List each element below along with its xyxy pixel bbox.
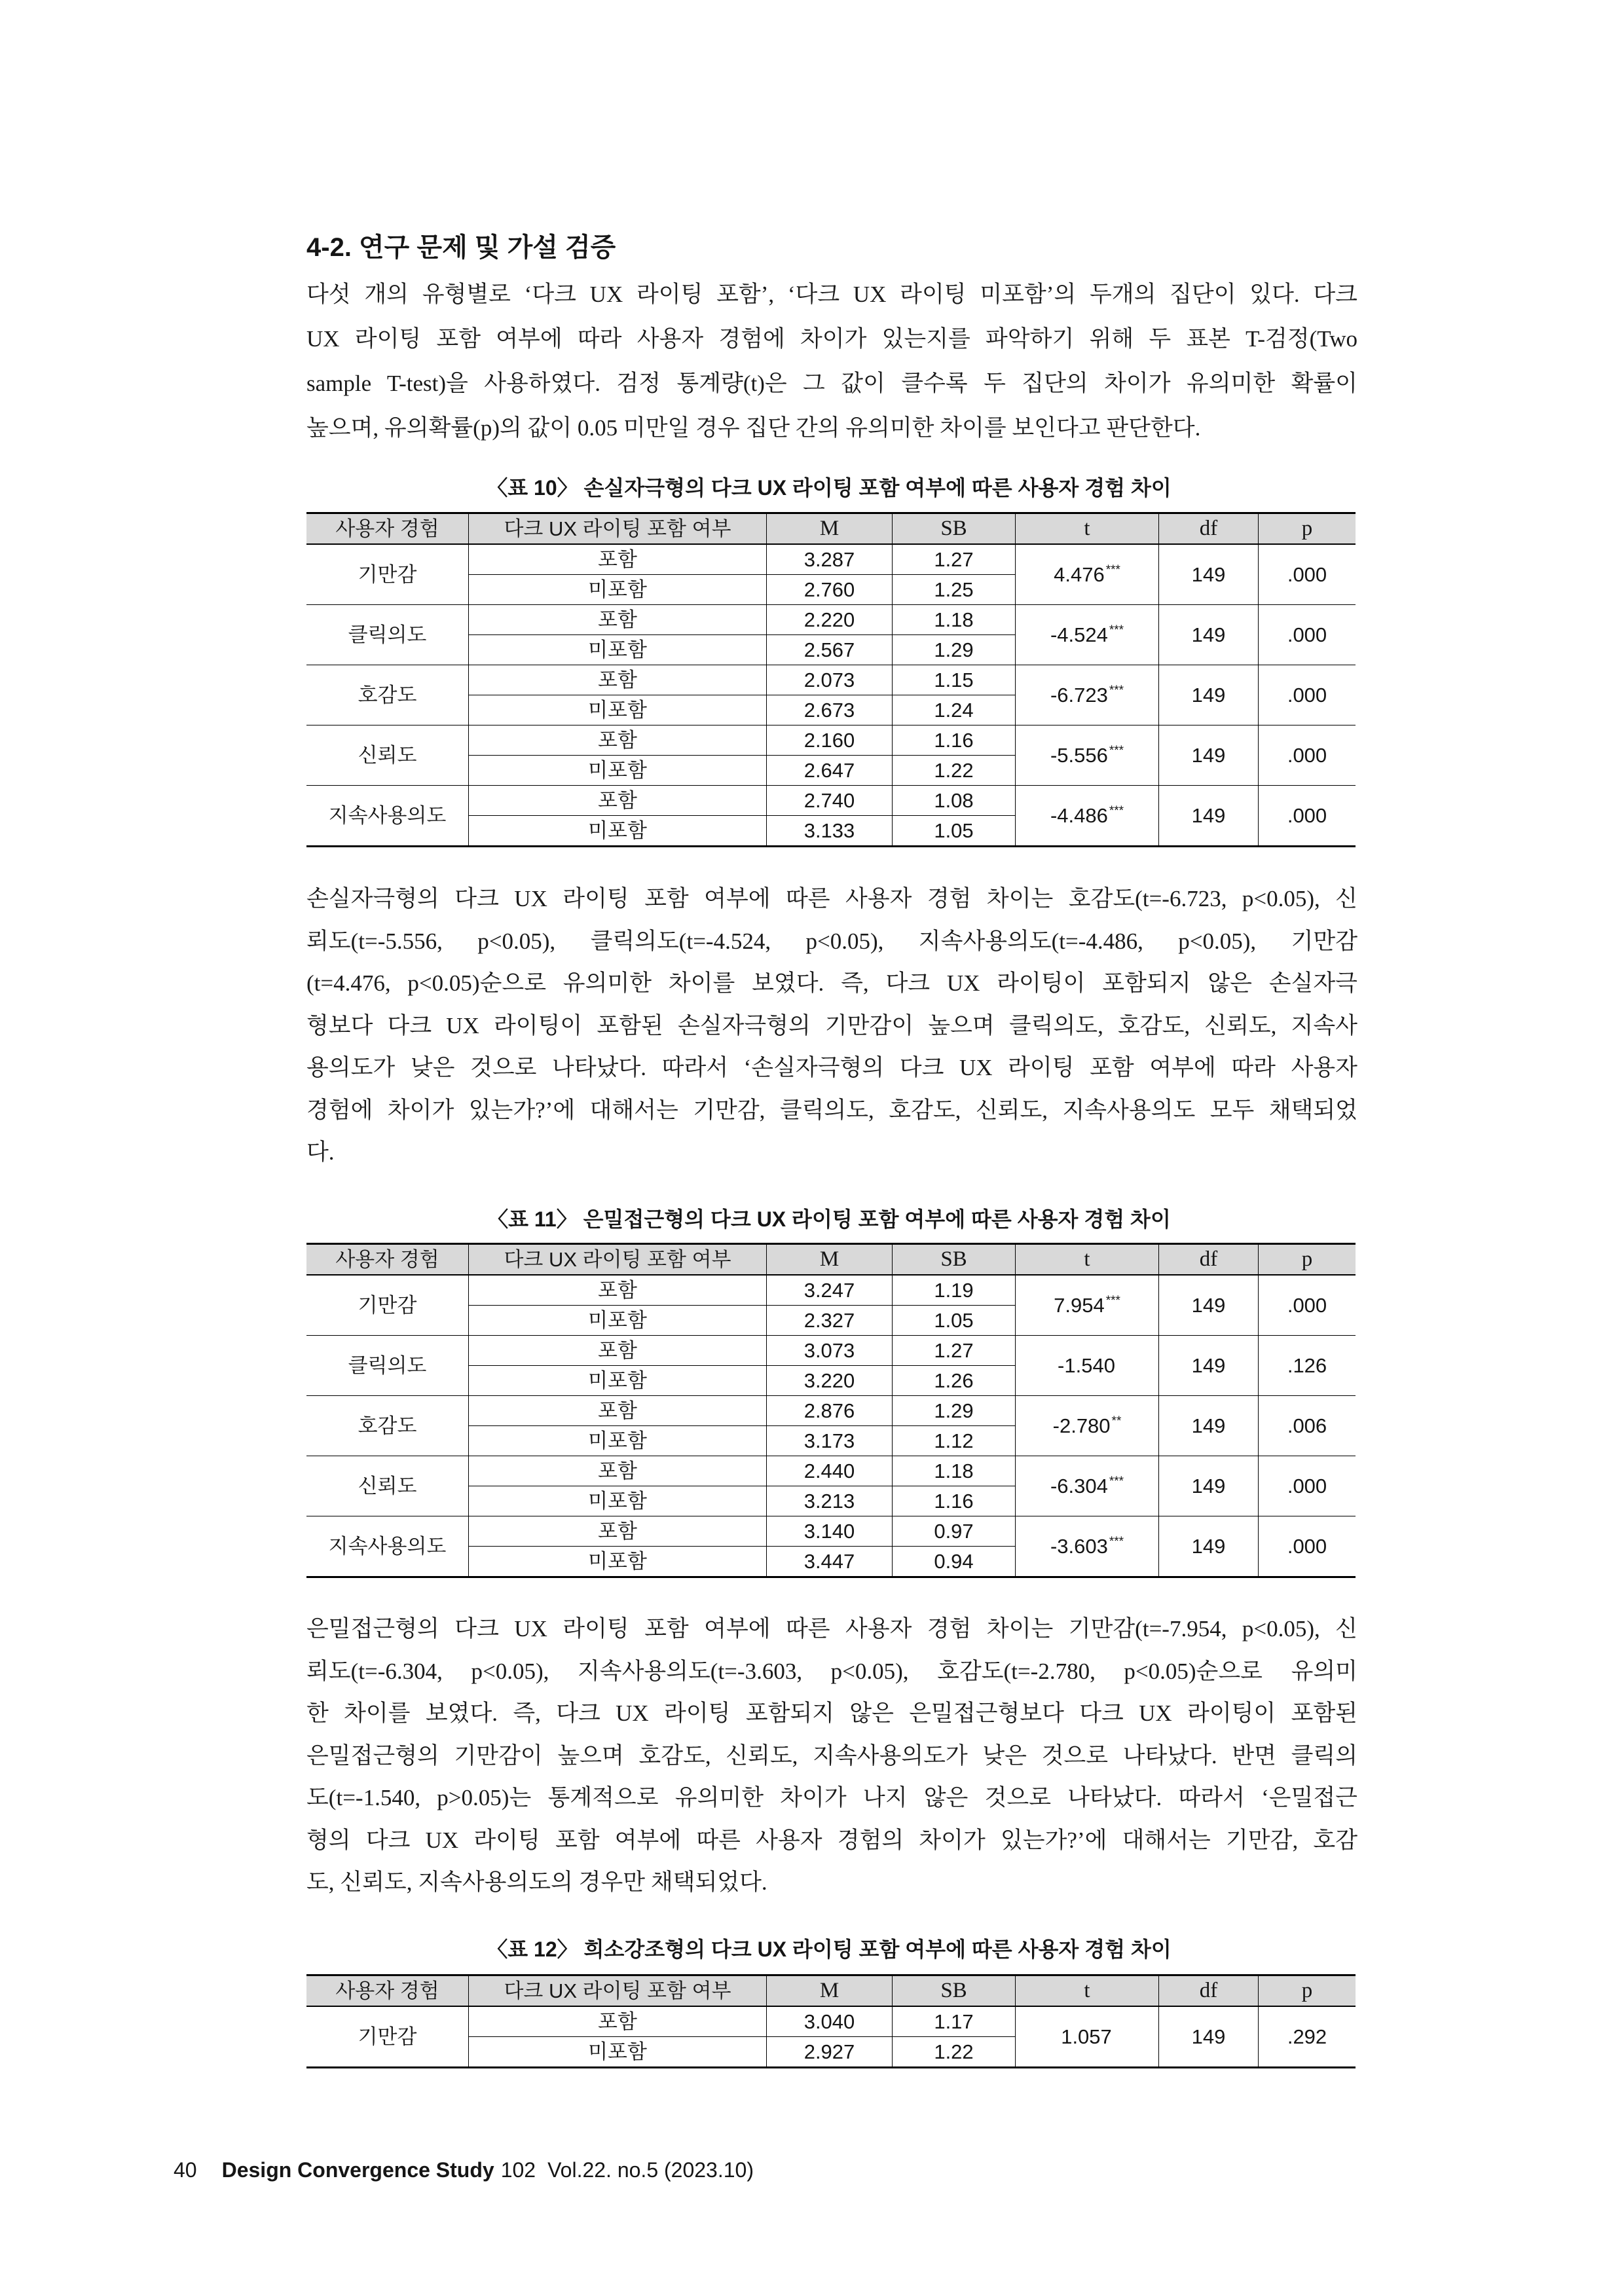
t-value: -4.524 xyxy=(1050,623,1108,646)
df-cell: 149 xyxy=(1159,544,1259,605)
sd-cell: 1.22 xyxy=(893,756,1016,786)
sd-cell: 1.08 xyxy=(893,786,1016,816)
mean-cell: 3.287 xyxy=(767,544,893,575)
mean-cell: 2.927 xyxy=(767,2037,893,2068)
sd-cell: 1.19 xyxy=(893,1275,1016,1306)
mean-cell: 2.160 xyxy=(767,725,893,756)
group-label-cell: 미포함 xyxy=(469,1366,767,1396)
measure-cell: 클릭의도 xyxy=(306,1336,469,1396)
t-value: 1.057 xyxy=(1061,2025,1112,2048)
section-heading: 4-2. 연구 문제 및 가설 검증 xyxy=(306,233,616,262)
paragraph-line: sample T-test)을 사용하였다. 검정 통계량(t)은 그 값이 클수록 두 집단의 차이가 유의미한 확률이 xyxy=(306,371,1357,396)
df-cell: 149 xyxy=(1159,2006,1259,2068)
paragraph-covert-approach-results xyxy=(306,1608,1357,1904)
t-statistic-cell xyxy=(1016,1275,1159,1336)
group-label-cell: 미포함 xyxy=(469,1486,767,1516)
results-table-grid xyxy=(306,512,1356,847)
mean-cell: 2.647 xyxy=(767,756,893,786)
p-value-cell: .000 xyxy=(1259,605,1356,665)
measure-cell: 클릭의도 xyxy=(306,605,469,665)
header-row xyxy=(306,513,1356,545)
df-cell: 149 xyxy=(1159,1336,1259,1396)
table-header xyxy=(306,1244,1356,1276)
p-value-cell: .000 xyxy=(1259,665,1356,725)
mean-cell: 3.133 xyxy=(767,816,893,847)
table-header xyxy=(306,1975,1356,2007)
sd-cell: 1.27 xyxy=(893,544,1016,575)
column-header: 사용자 경험 xyxy=(306,513,469,545)
df-cell: 149 xyxy=(1159,1275,1259,1336)
sd-cell: 1.29 xyxy=(893,1396,1016,1426)
measure-cell: 기만감 xyxy=(306,544,469,605)
paragraph-line: 은밀접근형의 기만감이 높으며 호감도, 신뢰도, 지속사용의도가 낮은 것으로 나타났다. 반면 클릭의 xyxy=(306,1742,1357,1769)
group-label-cell: 포함 xyxy=(469,2006,767,2037)
significance-marker: *** xyxy=(1109,1535,1124,1549)
sd-cell: 1.25 xyxy=(893,575,1016,605)
mean-cell: 2.760 xyxy=(767,575,893,605)
t-statistic-cell xyxy=(1016,786,1159,847)
sd-cell: 0.94 xyxy=(893,1547,1016,1577)
column-header: t xyxy=(1016,1975,1159,2007)
column-header: df xyxy=(1159,1244,1259,1276)
page-number: 40 xyxy=(174,2158,197,2182)
sd-cell: 1.16 xyxy=(893,1486,1016,1516)
table-row xyxy=(306,665,1356,695)
mean-cell: 3.220 xyxy=(767,1366,893,1396)
sd-cell: 1.18 xyxy=(893,605,1016,635)
sd-cell: 1.24 xyxy=(893,695,1016,725)
df-cell: 149 xyxy=(1159,725,1259,786)
group-label-cell: 미포함 xyxy=(469,575,767,605)
t-value: -6.304 xyxy=(1050,1475,1108,1497)
mean-cell: 2.220 xyxy=(767,605,893,635)
measure-cell: 신뢰도 xyxy=(306,725,469,786)
p-value-cell: .000 xyxy=(1259,725,1356,786)
t-statistic-cell xyxy=(1016,605,1159,665)
df-cell: 149 xyxy=(1159,1516,1259,1577)
df-cell: 149 xyxy=(1159,1456,1259,1516)
sd-cell: 0.97 xyxy=(893,1516,1016,1547)
sd-cell: 1.05 xyxy=(893,1306,1016,1336)
paragraph-line: 경험에 차이가 있는가?’에 대해서는 기만감, 클릭의도, 호감도, 신뢰도, 지속사용의도 모두 채택되었 xyxy=(306,1097,1357,1123)
measure-cell: 호감도 xyxy=(306,665,469,725)
df-cell: 149 xyxy=(1159,605,1259,665)
group-label-cell: 미포함 xyxy=(469,2037,767,2068)
t-value: -3.603 xyxy=(1050,1535,1108,1558)
measure-cell: 지속사용의도 xyxy=(306,1516,469,1577)
sd-cell: 1.16 xyxy=(893,725,1016,756)
group-label-cell: 포함 xyxy=(469,725,767,756)
p-value-cell: .126 xyxy=(1259,1336,1356,1396)
issue-number: 102 xyxy=(500,2158,536,2182)
significance-marker: *** xyxy=(1109,1475,1124,1488)
significance-marker: *** xyxy=(1109,684,1124,697)
group-label-cell: 미포함 xyxy=(469,1547,767,1577)
paragraph-line: 용의도가 낮은 것으로 나타났다. 따라서 ‘손실자극형의 다크 UX 라이팅 포함 여부에 따라 사용자 xyxy=(306,1055,1357,1080)
mean-cell: 3.213 xyxy=(767,1486,893,1516)
sd-cell: 1.27 xyxy=(893,1336,1016,1366)
results-table xyxy=(306,1974,1352,2068)
paragraph-method xyxy=(306,272,1357,450)
group-label-cell: 미포함 xyxy=(469,635,767,665)
table-row xyxy=(306,544,1356,575)
column-header: p xyxy=(1259,1244,1356,1276)
column-header: t xyxy=(1016,1244,1159,1276)
sd-cell: 1.22 xyxy=(893,2037,1016,2068)
column-header: M xyxy=(767,1244,893,1276)
page-footer xyxy=(174,2158,754,2182)
group-label-cell: 포함 xyxy=(469,544,767,575)
p-value-cell: .000 xyxy=(1259,1275,1356,1336)
column-header: df xyxy=(1159,513,1259,545)
column-header: SB xyxy=(893,1244,1016,1276)
significance-marker: *** xyxy=(1109,744,1124,758)
table-row xyxy=(306,1275,1356,1306)
t-value: -5.556 xyxy=(1050,744,1108,767)
significance-marker: *** xyxy=(1109,804,1124,818)
mean-cell: 3.140 xyxy=(767,1516,893,1547)
measure-cell: 지속사용의도 xyxy=(306,786,469,847)
group-label-cell: 포함 xyxy=(469,786,767,816)
t-statistic-cell xyxy=(1016,1336,1159,1396)
column-header: 다크 UX 라이팅 포함 여부 xyxy=(469,1975,767,2007)
measure-cell: 기만감 xyxy=(306,2006,469,2068)
t-value: -6.723 xyxy=(1050,684,1108,707)
table-caption: 〈표 11〉 은밀접근형의 다크 UX 라이팅 포함 여부에 따른 사용자 경험 차이 xyxy=(487,1207,1171,1231)
table-row xyxy=(306,605,1356,635)
significance-marker: *** xyxy=(1105,563,1120,577)
table-row xyxy=(306,725,1356,756)
sd-cell: 1.18 xyxy=(893,1456,1016,1486)
paragraph-line: 은밀접근형의 다크 UX 라이팅 포함 여부에 따른 사용자 경험 차이는 기만감(t=-7.954, p<0.05), 신 xyxy=(306,1616,1357,1642)
column-header: SB xyxy=(893,513,1016,545)
group-label-cell: 미포함 xyxy=(469,756,767,786)
mean-cell: 2.327 xyxy=(767,1306,893,1336)
mean-cell: 3.040 xyxy=(767,2006,893,2037)
group-label-cell: 포함 xyxy=(469,665,767,695)
measure-cell: 기만감 xyxy=(306,1275,469,1336)
header-row xyxy=(306,1975,1356,2007)
sd-cell: 1.29 xyxy=(893,635,1016,665)
journal-name: Design Convergence Study xyxy=(221,2158,494,2182)
results-table-grid xyxy=(306,1243,1356,1578)
column-header: M xyxy=(767,1975,893,2007)
paragraph-line: 뢰도(t=-5.556, p<0.05), 클릭의도(t=-4.524, p<0.05), 지속사용의도(t=-4.486, p<0.05), 기만감 xyxy=(306,928,1357,954)
paragraph-line: 도, 신뢰도, 지속사용의도의 경우만 채택되었다. xyxy=(306,1869,767,1895)
paragraph-line: 뢰도(t=-6.304, p<0.05), 지속사용의도(t=-3.603, p<0.05), 호감도(t=-2.780, p<0.05)순으로 유의미 xyxy=(306,1658,1357,1684)
t-statistic-cell xyxy=(1016,544,1159,605)
table-body xyxy=(306,2006,1356,2068)
t-statistic-cell xyxy=(1016,1456,1159,1516)
column-header: t xyxy=(1016,513,1159,545)
mean-cell: 2.876 xyxy=(767,1396,893,1426)
paragraph-line: (t=4.476, p<0.05)순으로 유의미한 차이를 보였다. 즉, 다크 UX 라이팅이 포함되지 않은 손실자극 xyxy=(306,970,1357,996)
sd-cell: 1.05 xyxy=(893,816,1016,847)
results-table xyxy=(306,512,1352,847)
table-row xyxy=(306,786,1356,816)
table-row xyxy=(306,1336,1356,1366)
paragraph-line: 손실자극형의 다크 UX 라이팅 포함 여부에 따른 사용자 경험 차이는 호감도(t=-6.723, p<0.05), 신 xyxy=(306,886,1357,911)
column-header: M xyxy=(767,513,893,545)
group-label-cell: 미포함 xyxy=(469,816,767,847)
paragraph-line: 다. xyxy=(306,1139,335,1165)
t-statistic-cell xyxy=(1016,1516,1159,1577)
mean-cell: 3.447 xyxy=(767,1547,893,1577)
paragraph-line: 도(t=-1.540, p>0.05)는 통계적으로 유의미한 차이가 나지 않은 것으로 나타났다. 따라서 ‘은밀접근 xyxy=(306,1785,1357,1810)
mean-cell: 3.073 xyxy=(767,1336,893,1366)
column-header: p xyxy=(1259,1975,1356,2007)
mean-cell: 2.073 xyxy=(767,665,893,695)
paragraph-loss-stimulus-results xyxy=(306,878,1357,1174)
df-cell: 149 xyxy=(1159,665,1259,725)
significance-marker: *** xyxy=(1105,1294,1120,1308)
table-caption: 〈표 12〉 희소강조형의 다크 UX 라이팅 포함 여부에 따른 사용자 경험 차이 xyxy=(487,1937,1172,1961)
column-header: df xyxy=(1159,1975,1259,2007)
t-value: 7.954 xyxy=(1054,1294,1105,1317)
mean-cell: 2.673 xyxy=(767,695,893,725)
group-label-cell: 포함 xyxy=(469,1396,767,1426)
table-body xyxy=(306,1275,1356,1577)
mean-cell: 3.247 xyxy=(767,1275,893,1306)
t-statistic-cell xyxy=(1016,725,1159,786)
paragraph-line: UX 라이팅 포함 여부에 따라 사용자 경험에 차이가 있는지를 파악하기 위해 두 표본 T-검정(Two xyxy=(306,326,1357,352)
volume-info: Vol.22. no.5 (2023.10) xyxy=(547,2158,754,2182)
group-label-cell: 포함 xyxy=(469,1456,767,1486)
column-header: 사용자 경험 xyxy=(306,1975,469,2007)
p-value-cell: .006 xyxy=(1259,1396,1356,1456)
table-body xyxy=(306,544,1356,847)
group-label-cell: 포함 xyxy=(469,1336,767,1366)
paragraph-line: 형보다 다크 UX 라이팅이 포함된 손실자극형의 기만감이 높으며 클릭의도, 호감도, 신뢰도, 지속사 xyxy=(306,1012,1357,1038)
p-value-cell: .000 xyxy=(1259,1456,1356,1516)
table-row xyxy=(306,1516,1356,1547)
measure-cell: 호감도 xyxy=(306,1396,469,1456)
paragraph-line: 형의 다크 UX 라이팅 포함 여부에 따른 사용자 경험의 차이가 있는가?’에 대해서는 기만감, 호감 xyxy=(306,1827,1357,1853)
results-table-grid xyxy=(306,1974,1356,2068)
group-label-cell: 포함 xyxy=(469,1516,767,1547)
sd-cell: 1.26 xyxy=(893,1366,1016,1396)
t-value: -4.486 xyxy=(1050,804,1108,827)
measure-cell: 신뢰도 xyxy=(306,1456,469,1516)
t-statistic-cell xyxy=(1016,1396,1159,1456)
p-value-cell: .292 xyxy=(1259,2006,1356,2068)
group-label-cell: 포함 xyxy=(469,605,767,635)
significance-marker: ** xyxy=(1111,1414,1122,1428)
p-value-cell: .000 xyxy=(1259,786,1356,847)
table-row xyxy=(306,1456,1356,1486)
header-row xyxy=(306,1244,1356,1276)
t-value: -1.540 xyxy=(1058,1354,1115,1377)
column-header: p xyxy=(1259,513,1356,545)
column-header: SB xyxy=(893,1975,1016,2007)
mean-cell: 2.440 xyxy=(767,1456,893,1486)
group-label-cell: 미포함 xyxy=(469,695,767,725)
t-statistic-cell xyxy=(1016,2006,1159,2068)
paragraph-line: 한 차이를 보였다. 즉, 다크 UX 라이팅 포함되지 않은 은밀접근형보다 다크 UX 라이팅이 포함된 xyxy=(306,1700,1357,1726)
table-caption: 〈표 10〉 손실자극형의 다크 UX 라이팅 포함 여부에 따른 사용자 경험 차이 xyxy=(487,476,1172,500)
t-value: -2.780 xyxy=(1052,1414,1111,1437)
column-header: 다크 UX 라이팅 포함 여부 xyxy=(469,1244,767,1276)
table-row xyxy=(306,2006,1356,2037)
t-value: 4.476 xyxy=(1054,563,1105,586)
t-statistic-cell xyxy=(1016,665,1159,725)
significance-marker: *** xyxy=(1109,623,1124,637)
paragraph-line: 높으며, 유의확률(p)의 값이 0.05 미만일 경우 집단 간의 유의미한 차이를 보인다고 판단한다. xyxy=(306,415,1201,441)
p-value-cell: .000 xyxy=(1259,1516,1356,1577)
df-cell: 149 xyxy=(1159,786,1259,847)
group-label-cell: 포함 xyxy=(469,1275,767,1306)
table-header xyxy=(306,513,1356,545)
p-value-cell: .000 xyxy=(1259,544,1356,605)
results-table xyxy=(306,1243,1352,1578)
paragraph-line: 다섯 개의 유형별로 ‘다크 UX 라이팅 포함’, ‘다크 UX 라이팅 미포함’의 두개의 집단이 있다. 다크 xyxy=(306,282,1357,307)
mean-cell: 3.173 xyxy=(767,1426,893,1456)
sd-cell: 1.15 xyxy=(893,665,1016,695)
sd-cell: 1.12 xyxy=(893,1426,1016,1456)
group-label-cell: 미포함 xyxy=(469,1426,767,1456)
group-label-cell: 미포함 xyxy=(469,1306,767,1336)
column-header: 다크 UX 라이팅 포함 여부 xyxy=(469,513,767,545)
mean-cell: 2.740 xyxy=(767,786,893,816)
table-row xyxy=(306,1396,1356,1426)
column-header: 사용자 경험 xyxy=(306,1244,469,1276)
sd-cell: 1.17 xyxy=(893,2006,1016,2037)
df-cell: 149 xyxy=(1159,1396,1259,1456)
mean-cell: 2.567 xyxy=(767,635,893,665)
